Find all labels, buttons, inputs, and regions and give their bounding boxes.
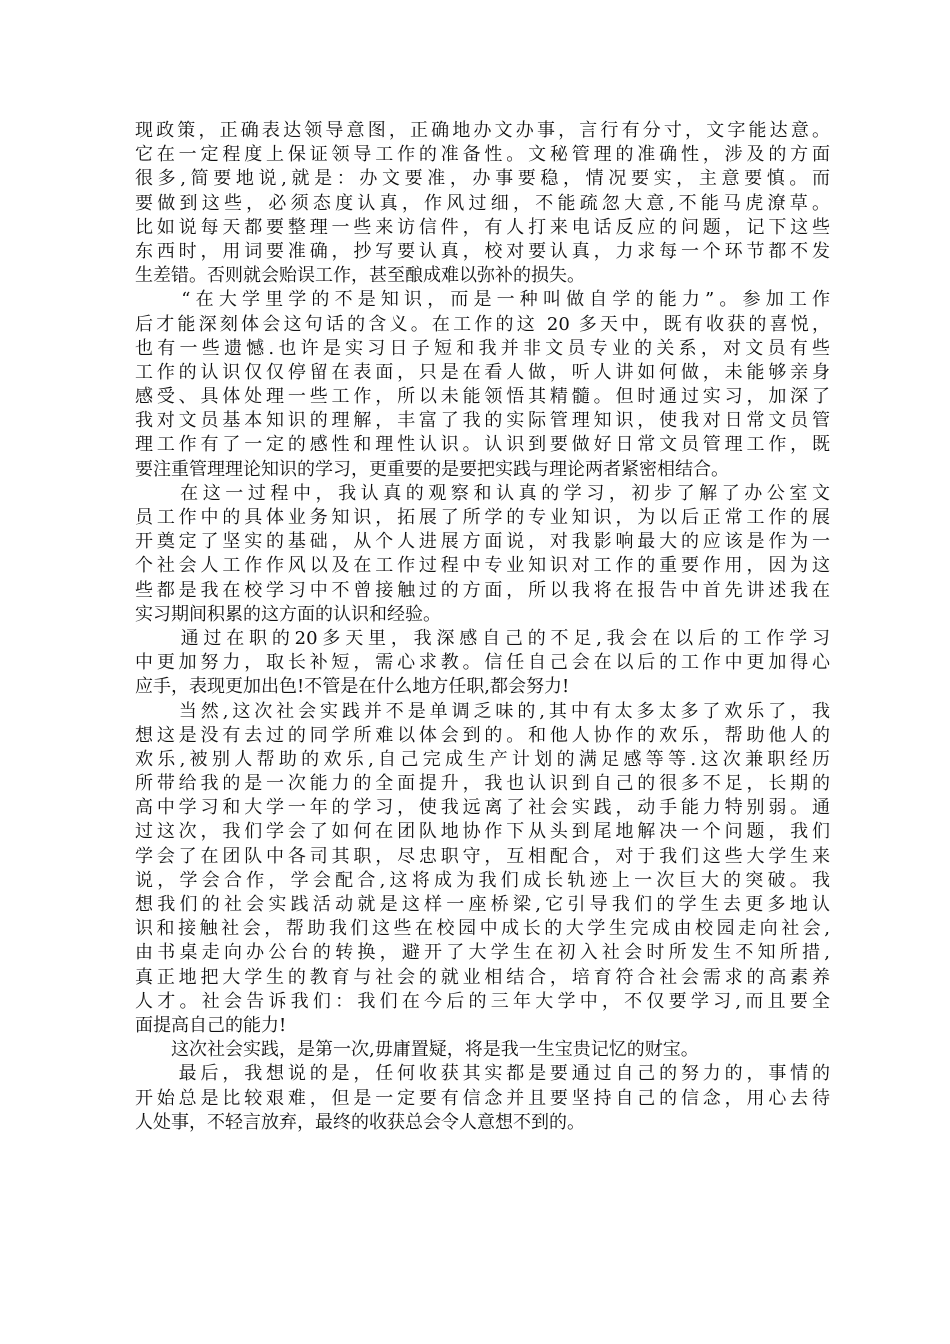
text-line: 比如说每天都要整理一些来访信件，有人打来电话反应的问题，记下这些 — [135, 216, 830, 238]
text-line: 应手，表现更加出色!不管是在什么地方任职,都会努力! — [135, 676, 570, 698]
text-line: 员工作中的具体业务知识，拓展了所学的专业知识，为以后正常工作的展 — [135, 507, 830, 528]
text-line: 个社会人工作作风以及在工作过程中专业知识对工作的重要作用，因为这 — [135, 555, 830, 577]
text-line: 高中学习和大学一年的学习，使我远离了社会实践，动手能力特别弱。通 — [135, 797, 830, 819]
text-line: 现政策，正确表达领导意图，正确地办文办事，言行有分寸，文字能达意。 — [135, 120, 830, 141]
text-line: 人才。社会告诉我们：我们在今后的三年大学中，不仅要学习,而且要全 — [135, 990, 830, 1012]
text-line: 识和接触社会，帮助我们这些在校园中成长的大学生完成由校园走向社会, — [135, 918, 830, 940]
text-line: 生差错。否则就会贻误工作，甚至酿成难以弥补的损失。 — [135, 265, 585, 287]
text-line: 说，学会合作，学会配合,这将成为我们成长轨迹上一次巨大的突破。我 — [135, 869, 830, 891]
text-line: 过这次，我们学会了如何在团队地协作下从头到尾地解决一个问题，我们 — [135, 821, 830, 843]
paragraph — [135, 482, 830, 627]
text-line: 开始总是比较艰难，但是一定要有信念并且要坚持自己的信念，用心去待 — [135, 1087, 830, 1109]
text-line: 欢乐,被别人帮助的欢乐,自己完成生产计划的满足感等等.这次兼职经历 — [135, 748, 830, 770]
text-line: 所带给我的是一次能力的全面提升，我也认识到自己的很多不足，长期的 — [135, 773, 830, 795]
paragraph — [135, 1062, 830, 1135]
text-line: 实习期间积累的这方面的认识和经验。 — [135, 603, 441, 625]
text-line: 中更加努力，取长补短，需心求教。信任自己会在以后的工作中更加得心 — [135, 652, 830, 674]
document-page — [135, 119, 830, 1135]
text-line: 后才能深刻体会这句话的含义。在工作的这 20 多天中，既有收获的喜悦， — [135, 313, 830, 335]
text-line: 面提高自己的能力! — [135, 1014, 287, 1036]
text-line: 这次社会实践，是第一次,毋庸置疑，将是我一生宝贵记忆的财宝。 — [135, 1039, 699, 1061]
text-line: 感受、具体处理一些工作，所以未能领悟其精髓。但时通过实习，加深了 — [135, 386, 830, 408]
text-line: 要做到这些，必须态度认真，作风过细，不能疏忽大意,不能马虎潦草。 — [135, 192, 830, 214]
text-line: 些都是我在校学习中不曾接触过的方面，所以我将在报告中首先讲述我在 — [135, 579, 830, 601]
text-line: “在大学里学的不是知识，而是一种叫做自学的能力”。参加工作 — [135, 289, 830, 311]
text-line: 通过在职的20多天里，我深感自己的不足,我会在以后的工作学习 — [135, 627, 830, 649]
paragraph — [135, 700, 830, 1039]
text-line: 它在一定程度上保证领导工作的准备性。文秘管理的准确性，涉及的方面 — [135, 144, 830, 166]
text-line: 想我们的社会实践活动就是这样一座桥梁,它引导我们的学生去更多地认 — [135, 894, 830, 915]
text-line: 真正地把大学生的教育与社会的就业相结合，培育符合社会需求的高素养 — [135, 966, 830, 988]
text-line: 理工作有了一定的感性和理性认识。认识到要做好日常文员管理工作，既 — [135, 434, 830, 456]
text-line: 工作的认识仅仅停留在表面，只是在看人做，听人讲如何做，未能够亲身 — [135, 361, 830, 383]
paragraph — [135, 627, 830, 700]
text-line: 学会了在团队中各司其职，尽忠职守，互相配合，对于我们这些大学生来 — [135, 845, 830, 867]
text-line: 我对文员基本知识的理解，丰富了我的实际管理知识，使我对日常文员管 — [135, 410, 830, 432]
paragraph — [135, 119, 830, 288]
paragraph — [135, 288, 830, 482]
text-line: 最后，我想说的是，任何收获其实都是要通过自己的努力的，事情的 — [135, 1063, 830, 1085]
text-line: 想这是没有去过的同学所难以体会到的。和他人协作的欢乐，帮助他人的 — [135, 724, 830, 746]
text-line: 由书桌走向办公台的转换，避开了大学生在初入社会时所发生不知所措, — [135, 942, 830, 964]
text-line: 人处事，不轻言放弃，最终的收获总会令人意想不到的。 — [135, 1111, 585, 1133]
text-line: 东西时，用词要准确，抄写要认真，校对要认真，力求每一个环节都不发 — [135, 240, 830, 262]
text-line: 也有一些遗憾.也许是实习日子短和我并非文员专业的关系，对文员有些 — [135, 337, 830, 359]
text-line: 开奠定了坚实的基础，从个人进展方面说，对我影响最大的应该是作为一 — [135, 531, 830, 553]
text-line: 很多,简要地说,就是：办文要准，办事要稳，情况要实，主意要慎。而 — [135, 168, 830, 190]
paragraph — [135, 1038, 830, 1062]
text-line: 当然,这次社会实践并不是单调乏味的,其中有太多太多了欢乐了，我 — [135, 700, 830, 722]
text-line: 在这一过程中，我认真的观察和认真的学习，初步了解了办公室文 — [135, 482, 830, 504]
text-line: 要注重管理理论知识的学习，更重要的是要把实践与理论两者紧密相结合。 — [135, 458, 729, 480]
